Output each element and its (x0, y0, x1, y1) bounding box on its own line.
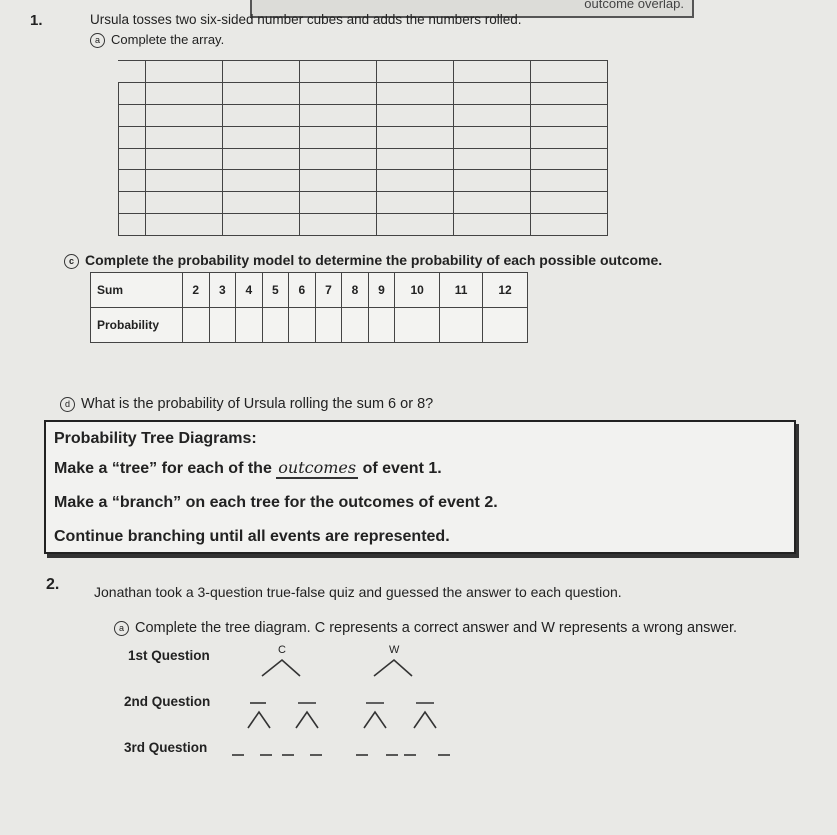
array-cell[interactable] (300, 214, 377, 236)
array-cell[interactable] (377, 61, 454, 83)
probability-cell[interactable] (236, 308, 263, 343)
sum-cell: 6 (289, 273, 316, 308)
array-row (119, 192, 608, 214)
array-cell[interactable] (531, 170, 608, 192)
probability-cell[interactable] (315, 308, 342, 343)
array-cell[interactable] (454, 170, 531, 192)
array-cell[interactable] (223, 148, 300, 170)
part-c-marker: c (64, 254, 79, 269)
probability-cell[interactable] (183, 308, 210, 343)
sum-array-grid[interactable] (118, 60, 608, 236)
root-right-label: W (389, 644, 400, 656)
array-row (119, 148, 608, 170)
array-cell[interactable] (146, 82, 223, 104)
sum-cell: 3 (209, 273, 236, 308)
root-left-label: C (278, 644, 286, 656)
array-cell[interactable] (377, 148, 454, 170)
q1-part-c (64, 252, 662, 269)
q1-part-a (90, 32, 224, 48)
q2-part-a (114, 620, 737, 636)
branch (248, 712, 270, 728)
array-cell[interactable] (377, 104, 454, 126)
sum-cell: 5 (262, 273, 289, 308)
sum-cell: 9 (368, 273, 395, 308)
array-cell[interactable] (223, 192, 300, 214)
array-cell[interactable] (119, 148, 146, 170)
array-cell[interactable] (531, 126, 608, 148)
probability-row (91, 308, 528, 343)
array-cell[interactable] (454, 82, 531, 104)
sum-cell: 12 (483, 273, 528, 308)
array-cell[interactable] (531, 192, 608, 214)
part-d-marker: d (60, 397, 75, 412)
array-cell[interactable] (146, 192, 223, 214)
q1-text: Ursula tosses two six-sided number cubes and adds the numbers rolled. (90, 12, 522, 27)
array-cell[interactable] (300, 104, 377, 126)
handwritten-answer[interactable]: outcomes (278, 458, 357, 477)
part-d-text: What is the probability of Ursula rolling the sum 6 or 8? (81, 396, 434, 412)
sum-header: Sum (91, 273, 183, 308)
array-cell[interactable] (531, 148, 608, 170)
probability-cell[interactable] (342, 308, 369, 343)
array-cell[interactable] (454, 192, 531, 214)
notes-box (44, 420, 796, 554)
array-cell[interactable] (223, 82, 300, 104)
top-bar-text: outcome overlap. (584, 0, 684, 11)
array-cell[interactable] (146, 148, 223, 170)
array-cell[interactable] (531, 104, 608, 126)
sum-cell: 2 (183, 273, 210, 308)
array-row (119, 170, 608, 192)
array-row (119, 126, 608, 148)
array-cell[interactable] (300, 126, 377, 148)
array-cell[interactable] (119, 214, 146, 236)
level3-label: 3rd Question (124, 740, 208, 755)
probability-cell[interactable] (262, 308, 289, 343)
array-row (119, 82, 608, 104)
array-cell[interactable] (146, 214, 223, 236)
part-c-text: Complete the probability model to determine the probability of each possible outcome. (85, 252, 663, 268)
q1-number: 1. (30, 12, 43, 29)
array-cell[interactable] (146, 61, 223, 83)
q1-part-d (60, 396, 433, 412)
probability-cell[interactable] (289, 308, 316, 343)
sum-row (91, 273, 528, 308)
branch-c (262, 660, 300, 676)
array-cell[interactable] (119, 104, 146, 126)
part-a-marker: a (90, 33, 105, 48)
q2-part-a-marker: a (114, 621, 129, 636)
array-cell[interactable] (223, 170, 300, 192)
array-cell[interactable] (119, 82, 146, 104)
array-cell[interactable] (223, 61, 300, 83)
branch (296, 712, 318, 728)
array-cell[interactable] (531, 82, 608, 104)
q2-text: Jonathan took a 3-question true-false quiz and guessed the answer to each question. (94, 584, 622, 600)
array-cell[interactable] (300, 170, 377, 192)
probability-cell[interactable] (440, 308, 483, 343)
array-cell[interactable] (223, 126, 300, 148)
array-cell[interactable] (223, 214, 300, 236)
q2-number: 2. (46, 576, 60, 593)
array-cell[interactable] (377, 214, 454, 236)
array-cell[interactable] (300, 82, 377, 104)
array-cell[interactable] (454, 214, 531, 236)
array-cell[interactable] (146, 104, 223, 126)
array-cell[interactable] (377, 126, 454, 148)
branch-w (374, 660, 412, 676)
array-cell[interactable] (454, 61, 531, 83)
level1-label: 1st Question (128, 648, 210, 663)
array-cell[interactable] (454, 148, 531, 170)
array-cell[interactable] (377, 170, 454, 192)
array-cell[interactable] (300, 192, 377, 214)
array-cell[interactable] (454, 126, 531, 148)
array-row (119, 214, 608, 236)
notes-title: Probability Tree Diagrams: (54, 430, 257, 447)
part-a-text: Complete the array. (111, 32, 225, 47)
probability-model-table (90, 272, 528, 343)
array-cell[interactable] (119, 192, 146, 214)
level2-label: 2nd Question (124, 694, 211, 709)
sum-cell: 7 (315, 273, 342, 308)
array-cell[interactable] (300, 148, 377, 170)
array-cell[interactable] (223, 104, 300, 126)
array-cell[interactable] (531, 214, 608, 236)
notes-line-3: Continue branching until all events are represented. (54, 528, 450, 545)
sum-cell: 8 (342, 273, 369, 308)
array-cell[interactable] (119, 170, 146, 192)
array-cell[interactable] (119, 126, 146, 148)
notes-line-2: Make a “branch” on each tree for the outcomes of event 2. (54, 494, 498, 511)
array-row (119, 104, 608, 126)
probability-header: Probability (91, 308, 183, 343)
array-row (119, 61, 608, 83)
array-cell[interactable] (454, 104, 531, 126)
notes-line-1-after: of event 1. (362, 460, 442, 477)
probability-cell[interactable] (395, 308, 440, 343)
probability-cell[interactable] (209, 308, 236, 343)
sum-cell: 11 (440, 273, 483, 308)
sum-cell: 4 (236, 273, 263, 308)
notes-line-1 (54, 458, 442, 478)
array-cell[interactable] (531, 61, 608, 83)
probability-cell[interactable] (368, 308, 395, 343)
notes-line-1-before: Make a “tree” for each of the (54, 460, 272, 477)
array-cell[interactable] (119, 61, 146, 83)
probability-cell[interactable] (483, 308, 528, 343)
q2-part-a-text: Complete the tree diagram. C represents a correct answer and W represents a wrong answer. (135, 620, 738, 636)
array-cell[interactable] (377, 82, 454, 104)
branch (364, 712, 386, 728)
array-cell[interactable] (300, 61, 377, 83)
array-cell[interactable] (146, 126, 223, 148)
branch (414, 712, 436, 728)
array-cell[interactable] (146, 170, 223, 192)
sum-cell: 10 (395, 273, 440, 308)
array-cell[interactable] (377, 192, 454, 214)
